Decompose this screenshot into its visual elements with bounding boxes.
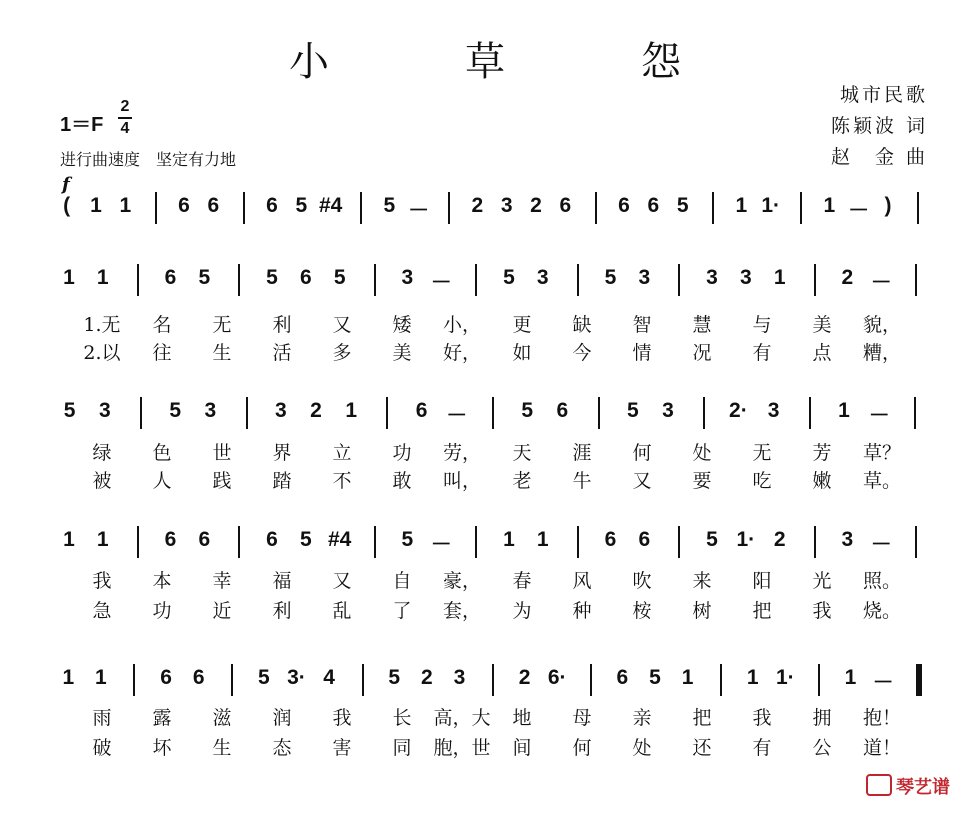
note: － (848, 199, 870, 222)
lyric-word: 糟， (862, 342, 902, 364)
barline (133, 664, 135, 696)
note: － (868, 404, 890, 427)
lyric-word: 界 (272, 442, 292, 464)
lyric-line-2-v1 (0, 438, 970, 464)
note: 6 (266, 194, 278, 217)
note: 2 (310, 399, 322, 422)
lyric-word: 矮 (392, 314, 412, 336)
barline (475, 264, 477, 296)
barline (809, 397, 811, 429)
note: 3 (500, 194, 513, 217)
lyric-line-1-v1 (0, 310, 970, 336)
lyric-word: 2.以 (83, 342, 121, 364)
lyric-word: 活 (272, 342, 292, 364)
note: 5 (300, 528, 312, 551)
barline (238, 264, 240, 296)
lyric-word: 如 (512, 342, 532, 364)
barline (577, 264, 579, 296)
lyric-word: 利 (272, 314, 292, 336)
lyric-word: 无 (212, 314, 232, 336)
watermark-logo (866, 773, 950, 799)
credit-genre: 城市民歌 (839, 84, 928, 106)
lyric-word: 吃 (752, 470, 772, 492)
note: 6 (192, 666, 205, 689)
note: ( (63, 194, 71, 217)
lyric-word: 我 (92, 570, 112, 592)
lyric-word: 老 (512, 470, 532, 492)
note: 1 (823, 194, 836, 217)
lyric-word: 人 (152, 470, 172, 492)
lyric-word: 往 (152, 342, 172, 364)
note: 5 (63, 399, 76, 422)
lyric-word: 何 (572, 737, 592, 759)
barline (814, 526, 816, 558)
lyric-word: 况 (692, 342, 712, 364)
note: 6 (178, 194, 190, 217)
note: 3 (204, 399, 217, 422)
note: 2 (420, 666, 433, 689)
barline (492, 397, 494, 429)
lyric-word: 又 (332, 314, 352, 336)
lyric-word: 立 (332, 442, 352, 464)
lyric-word: 豪， (442, 570, 482, 592)
note: 5 (503, 266, 515, 289)
note: 6 (616, 666, 629, 689)
lyric-word: 害 (332, 737, 352, 759)
barline (137, 264, 139, 296)
barline (720, 664, 722, 696)
lyric-word: 绿 (92, 442, 112, 464)
lyric-word: 道！ (862, 737, 902, 759)
lyric-word: 今 (572, 342, 592, 364)
note: － (870, 533, 892, 556)
note: 1· (736, 528, 756, 551)
lyric-word: 又 (632, 470, 652, 492)
lyric-word: 与 (752, 314, 772, 336)
lyric-word: 润 (272, 707, 292, 729)
lyric-word: 公 (812, 737, 832, 759)
lyric-word: 有 (752, 342, 772, 364)
lyric-word: 幸 (212, 570, 232, 592)
lyric-word: 风 (572, 570, 592, 592)
note: 3 (401, 266, 414, 289)
note: 6 (556, 399, 569, 422)
lyric-word: 乱 (332, 600, 352, 622)
barline (917, 192, 919, 224)
lyric-word: 劳， (442, 442, 482, 464)
note: 1 (90, 194, 102, 217)
lyric-line-3-v1 (0, 566, 970, 592)
note: 5 (333, 266, 346, 289)
lyric-word: 我 (752, 707, 772, 729)
time-top: 2 (120, 98, 130, 115)
lyric-word: 我 (332, 707, 352, 729)
note: － (446, 404, 468, 427)
note: 1 (503, 528, 515, 551)
lyric-word: 小， (442, 314, 482, 336)
note: 3· (287, 666, 306, 689)
barline (915, 526, 917, 558)
lyric-word: 践 (212, 470, 232, 492)
note: 3 (536, 266, 549, 289)
logo-icon (866, 774, 892, 796)
note: 1 (119, 194, 132, 217)
staff-line-5 (0, 660, 970, 700)
lyric-word: 光 (812, 570, 832, 592)
note: 3 (662, 399, 674, 422)
lyric-word: 长 (392, 707, 412, 729)
barline (678, 264, 680, 296)
note: 1 (681, 666, 694, 689)
lyric-word: 照。 (862, 570, 902, 592)
note: 4 (323, 666, 335, 689)
lyric-word: 处 (692, 442, 712, 464)
lyric-word: 美 (812, 314, 832, 336)
note: － (430, 271, 452, 294)
note: 1 (746, 666, 759, 689)
barline (360, 192, 362, 224)
note: 2 (518, 666, 531, 689)
note: 5 (388, 666, 401, 689)
note: 1 (63, 528, 75, 551)
lyric-line-1-v2 (0, 338, 970, 364)
lyric-word: 烧。 (862, 600, 902, 622)
lyric-line-3-v2 (0, 596, 970, 622)
lyric-word: 色 (152, 442, 172, 464)
note: ) (884, 194, 892, 217)
note: 2 (530, 194, 542, 217)
note: 6 (207, 194, 220, 217)
note: 5 (604, 266, 617, 289)
note: 5 (626, 399, 639, 422)
barline (595, 192, 597, 224)
credits (831, 80, 928, 173)
note: 3 (841, 528, 854, 551)
barline (231, 664, 233, 696)
lyric-word: 1.无 (83, 314, 121, 336)
lyric-word: 无 (752, 442, 772, 464)
lyric-word: 雨 (92, 707, 112, 729)
note: 6 (618, 194, 630, 217)
barline (137, 526, 139, 558)
lyric-word: 母 (572, 707, 592, 729)
lyric-word: 被 (92, 470, 112, 492)
note: #4 (328, 528, 352, 551)
note: 5 (383, 194, 396, 217)
barline (678, 526, 680, 558)
barline (577, 526, 579, 558)
note: 6 (415, 399, 428, 422)
page-title: 小 草 怨 (289, 39, 729, 85)
barline (915, 264, 917, 296)
staff-line-4 (0, 522, 970, 562)
note: 2 (773, 528, 786, 551)
note: 5 (295, 194, 308, 217)
lyric-word: 涯 (572, 442, 592, 464)
lyric-word: 我 (812, 600, 832, 622)
note: 6 (164, 266, 177, 289)
note: － (870, 271, 892, 294)
barline (492, 664, 494, 696)
note: 6 (160, 666, 172, 689)
lyric-word: 种 (572, 600, 592, 622)
note: － (872, 671, 894, 694)
lyric-word: 踏 (272, 470, 292, 492)
lyric-word: 草。 (862, 470, 902, 492)
lyric-word: 间 (512, 737, 532, 759)
barline (712, 192, 714, 224)
note: 6 (638, 528, 651, 551)
lyric-word: 慧 (692, 314, 712, 336)
note: 3 (767, 399, 780, 422)
key-signature: 1＝F (60, 114, 104, 136)
lyric-word: 利 (272, 600, 292, 622)
note: 1 (773, 266, 786, 289)
note: 1 (95, 666, 107, 689)
lyric-word: 胞，世 (433, 737, 491, 759)
lyric-word: 世 (212, 442, 232, 464)
lyric-word: 春 (512, 570, 532, 592)
barline (703, 397, 705, 429)
lyric-word: 有 (752, 737, 772, 759)
barline (238, 526, 240, 558)
barline (590, 664, 592, 696)
note: 6 (266, 528, 278, 551)
note: 1 (536, 528, 549, 551)
barline (374, 264, 376, 296)
lyric-word: 还 (692, 737, 712, 759)
lyric-word: 更 (512, 314, 532, 336)
lyric-word: 嫩 (812, 470, 832, 492)
barline (140, 397, 142, 429)
barline (362, 664, 364, 696)
note: 3 (706, 266, 718, 289)
lyric-word: 功 (392, 442, 412, 464)
note: #4 (318, 194, 343, 217)
staff-line-3 (0, 393, 970, 433)
barline (243, 192, 245, 224)
lyric-word: 貌， (862, 314, 902, 336)
barline (914, 397, 916, 429)
lyric-word: 名 (152, 314, 172, 336)
lyric-line-2-v2 (0, 466, 970, 492)
barline (374, 526, 376, 558)
credit-composer: 赵 金 曲 (830, 146, 928, 168)
time-bottom: 4 (120, 120, 130, 137)
note: 6 (647, 194, 660, 217)
note: 5 (169, 399, 182, 422)
note: 3 (638, 266, 651, 289)
staff-line-2 (0, 260, 970, 300)
note: 5 (676, 194, 689, 217)
note: 5 (649, 666, 661, 689)
lyric-word: 把 (692, 707, 712, 729)
lyric-word: 芳 (812, 442, 832, 464)
logo-text: 琴艺谱 (896, 777, 950, 797)
barline (155, 192, 157, 224)
lyric-word: 好， (442, 342, 482, 364)
lyric-word: 同 (392, 737, 412, 759)
note: 1 (844, 666, 857, 689)
lyric-word: 近 (212, 600, 232, 622)
note: 3 (274, 399, 287, 422)
lyric-word: 美 (392, 342, 412, 364)
note: 1 (62, 666, 75, 689)
lyric-word: 抱！ (862, 707, 902, 729)
lyric-word: 态 (272, 737, 292, 759)
note: 2 (841, 266, 854, 289)
lyric-word: 坏 (152, 737, 172, 759)
note: 1 (345, 399, 358, 422)
barline (800, 192, 802, 224)
barline (386, 397, 388, 429)
barline (598, 397, 600, 429)
note: 5 (258, 666, 270, 689)
dynamic-marking: f (62, 174, 70, 195)
lyric-word: 又 (332, 570, 352, 592)
lyric-word: 阳 (752, 570, 772, 592)
time-signature (118, 98, 132, 138)
lyric-word: 自 (392, 570, 412, 592)
barline (448, 192, 450, 224)
note: 5 (521, 399, 534, 422)
lyric-word: 来 (692, 570, 712, 592)
note: 3 (98, 399, 111, 422)
note: 6 (164, 528, 177, 551)
credit-lyricist: 陈颖波 词 (830, 115, 928, 137)
lyric-word: 功 (152, 600, 172, 622)
lyric-word: 要 (692, 470, 712, 492)
note: 6 (559, 194, 572, 217)
note: 3 (453, 666, 466, 689)
tempo-marking: 进行曲速度 坚定有力地 (60, 152, 237, 169)
lyric-word: 树 (692, 600, 712, 622)
lyric-word: 智 (632, 314, 652, 336)
note: 1 (96, 528, 109, 551)
note: － (408, 199, 430, 222)
lyric-word: 处 (632, 737, 652, 759)
barline (814, 264, 816, 296)
lyric-word: 情 (632, 342, 652, 364)
note: 6· (547, 666, 567, 689)
note: 5 (266, 266, 278, 289)
note: 6 (198, 528, 211, 551)
barline (818, 664, 820, 696)
note: 6 (300, 266, 312, 289)
lyric-word: 桉 (632, 600, 652, 622)
lyric-word: 地 (512, 707, 532, 729)
lyric-word: 不 (332, 470, 352, 492)
note: 1 (63, 266, 75, 289)
lyric-word: 天 (512, 442, 532, 464)
note: 5 (401, 528, 414, 551)
lyric-word: 牛 (572, 470, 592, 492)
lyric-word: 福 (272, 570, 292, 592)
lyric-word: 点 (812, 342, 832, 364)
lyric-word: 破 (92, 737, 112, 759)
lyric-word: 吹 (632, 570, 652, 592)
lyric-word: 缺 (572, 314, 592, 336)
lyric-word: 高，大 (433, 707, 491, 729)
lyric-word: 草？ (862, 442, 902, 464)
barline (916, 664, 922, 696)
barline (246, 397, 248, 429)
note: 1· (775, 666, 795, 689)
lyric-word: 露 (152, 707, 172, 729)
lyric-word: 拥 (812, 707, 832, 729)
lyric-word: 了 (392, 600, 412, 622)
lyric-word: 何 (632, 442, 652, 464)
lyric-word: 多 (332, 342, 352, 364)
note: 1 (838, 399, 850, 422)
lyric-word: 滋 (212, 707, 232, 729)
lyric-line-4-v1 (0, 703, 970, 729)
lyric-word: 急 (92, 600, 112, 622)
note: 1· (761, 194, 780, 217)
note: － (430, 533, 452, 556)
lyric-word: 为 (512, 600, 532, 622)
staff-line-1 (0, 188, 970, 228)
note: 3 (740, 266, 752, 289)
note: 1 (96, 266, 109, 289)
lyric-word: 本 (152, 570, 172, 592)
note: 2 (471, 194, 484, 217)
lyric-word: 生 (212, 342, 232, 364)
lyric-word: 套， (442, 600, 482, 622)
note: 5 (198, 266, 211, 289)
lyric-word: 亲 (632, 707, 652, 729)
note: 5 (706, 528, 718, 551)
note: 2· (729, 399, 748, 422)
barline (475, 526, 477, 558)
lyric-word: 生 (212, 737, 232, 759)
lyric-word: 敢 (392, 470, 412, 492)
lyric-word: 叫， (442, 470, 482, 492)
note: 1 (735, 194, 748, 217)
lyric-line-4-v2 (0, 733, 970, 759)
lyric-word: 把 (752, 600, 772, 622)
note: 6 (604, 528, 617, 551)
